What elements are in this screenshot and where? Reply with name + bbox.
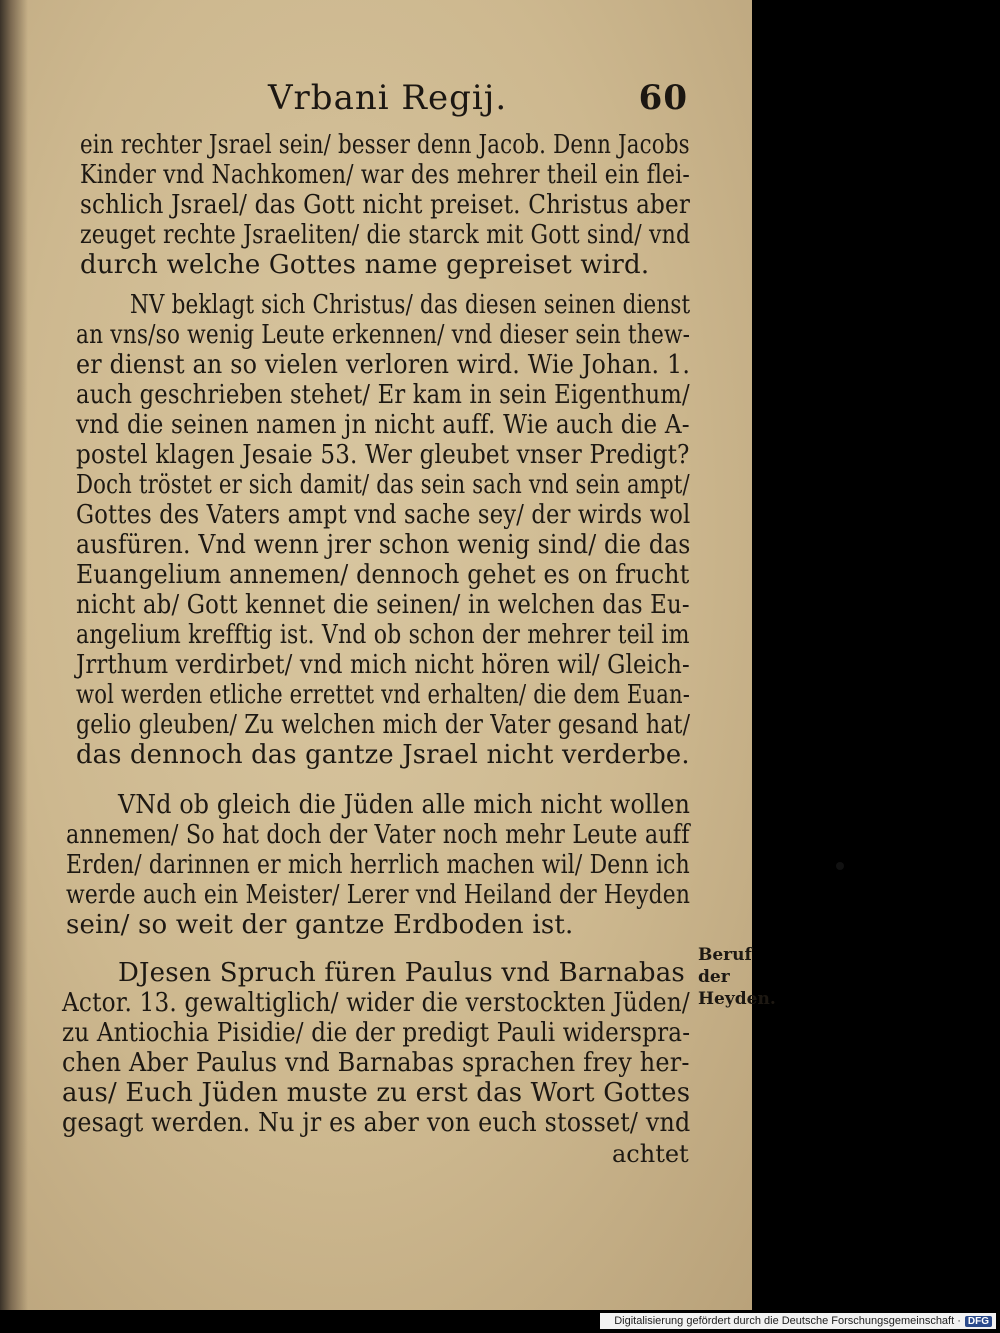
ink-spot [836, 862, 844, 870]
text-line: NV beklagt sich Christus/ das diesen seinen dienst [130, 290, 691, 320]
margin-note: Beruf der Heyden. [698, 945, 776, 1009]
page-gutter-shadow [0, 0, 28, 1310]
footer-credit-bar [600, 1313, 996, 1329]
running-header [268, 78, 688, 122]
text-line: annemen/ So hat doch der Vater noch mehr Leute auff [66, 820, 690, 850]
text-line: wol werden etliche errettet vnd erhalten/ die dem Euan- [76, 680, 691, 710]
page-number: 60 [638, 78, 688, 118]
text-line: ein rechter Jsrael sein/ besser denn Jacob. Denn Jacobs [80, 130, 690, 160]
text-line: Euangelium annemen/ dennoch gehet es on frucht [76, 560, 690, 590]
text-line: zeuget rechte Jsraeliten/ die starck mit Gott sind/ vnd [80, 220, 691, 250]
text-line: Gottes des Vaters ampt vnd sache sey/ der wirds wol [76, 500, 691, 530]
text-line: Jrrthum verdirbet/ vnd mich nicht hören wil/ Gleich- [76, 650, 690, 680]
text-line: Doch tröstet er sich damit/ das sein sach vnd sein ampt/ [76, 470, 690, 500]
text-line: werde auch ein Meister/ Lerer vnd Heiland der Heyden [66, 880, 691, 910]
text-line: Erden/ darinnen er mich herrlich machen wil/ Denn ich [66, 850, 690, 880]
header-title: Vrbani Regij. [268, 78, 508, 118]
text-line: VNd ob gleich die Jüden alle mich nicht wollen [118, 790, 691, 820]
text-line: DJesen Spruch füren Paulus vnd Barnabas [118, 958, 685, 988]
dfg-logo-icon: DFG [965, 1316, 992, 1327]
text-line: gesagt werden. Nu jr es aber von euch stosset/ vnd [62, 1108, 691, 1138]
text-line: nicht ab/ Gott kennet die seinen/ in welchen das Eu- [76, 590, 690, 620]
text-line: vnd die seinen namen jn nicht auff. Wie auch die A- [76, 410, 690, 440]
text-line: sein/ so weit der gantze Erdboden ist. [66, 910, 574, 940]
text-line: aus/ Euch Jüden muste zu erst das Wort Gottes [62, 1078, 691, 1108]
text-line: durch welche Gottes name gepreiset wird. [80, 250, 650, 280]
text-line: Actor. 13. gewaltiglich/ wider die verstockten Jüden/ [62, 988, 690, 1018]
text-line: zu Antiochia Pisidie/ die der predigt Pauli widerspra- [62, 1018, 691, 1048]
text-line: chen Aber Paulus vnd Barnabas sprachen frey her- [62, 1048, 690, 1078]
text-line: er dienst an so vielen verloren wird. Wie Johan. 1. [76, 350, 691, 380]
catchword: achtet [612, 1140, 689, 1168]
text-line: gelio gleuben/ Zu welchen mich der Vater gesand hat/ [76, 710, 691, 740]
text-line: schlich Jsrael/ das Gott nicht preiset. Christus aber [80, 190, 691, 220]
text-line: angelium krefftig ist. Vnd ob schon der mehrer teil im [76, 620, 690, 650]
footer-credit-text: Digitalisierung gefördert durch die Deutsche Forschungsgemeinschaft · [614, 1315, 961, 1327]
text-line: auch geschrieben stehet/ Er kam in sein Eigenthum/ [76, 380, 690, 410]
text-line: Kinder vnd Nachkomen/ war des mehrer theil ein flei- [80, 160, 690, 190]
text-line: postel klagen Jesaie 53. Wer gleubet vnser Predigt? [76, 440, 690, 470]
text-line: an vns/so wenig Leute erkennen/ vnd dieser sein thew- [76, 320, 691, 350]
text-line: das dennoch das gantze Jsrael nicht verderbe. [76, 740, 690, 770]
text-line: ausfüren. Vnd wenn jrer schon wenig sind/ die das [76, 530, 691, 560]
